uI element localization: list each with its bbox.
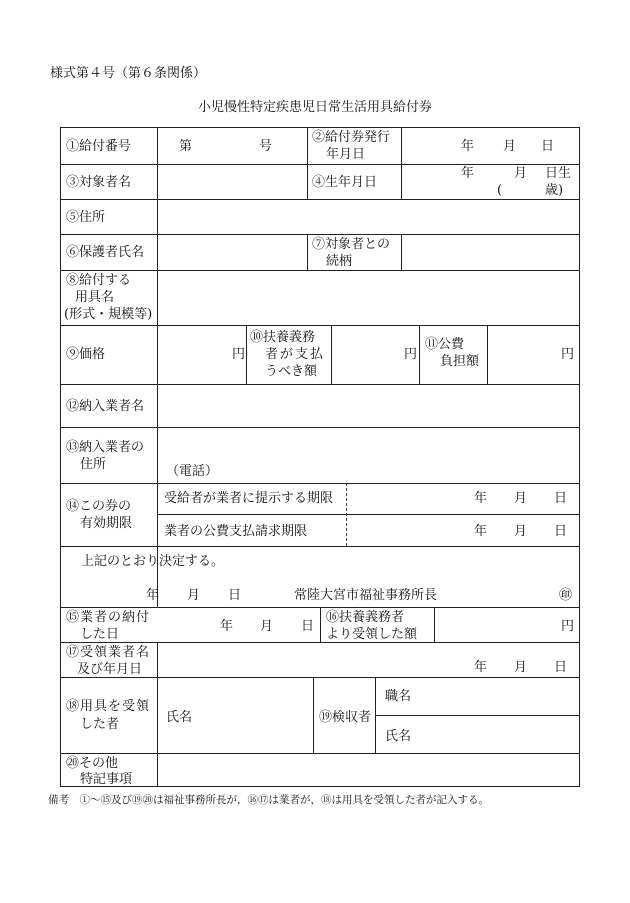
- text-age: 歳): [545, 183, 564, 198]
- label-item-3: (形式・規模等): [64, 307, 153, 322]
- column-divider: [246, 325, 247, 384]
- label-address: ⑤住所: [66, 210, 106, 225]
- row-divider: [60, 199, 580, 200]
- label-public-amount-2: 負担額: [440, 354, 480, 369]
- text-yen: 円: [561, 347, 575, 362]
- label-subject-name: ③対象者名: [66, 175, 132, 190]
- label-benefit-number: ①給付番号: [66, 139, 132, 154]
- label-guardian-name: ⑥保護者氏名: [66, 245, 145, 260]
- text-month: 月: [260, 619, 274, 634]
- label-delivery-date-2: した日: [80, 627, 120, 642]
- row-divider: [157, 514, 580, 515]
- text-name: 氏名: [385, 729, 412, 744]
- column-divider: [434, 607, 435, 642]
- label-validity-2: 有効期限: [80, 516, 133, 531]
- label-other-2: 特記事項: [80, 772, 133, 787]
- label-price: ⑨価格: [66, 347, 106, 362]
- text-day: 日: [554, 524, 568, 539]
- label-validity: ⑭この券の: [66, 499, 132, 514]
- column-divider: [401, 234, 402, 270]
- text-day: 日: [554, 660, 568, 675]
- label-supplier-address-2: 住所: [80, 457, 107, 472]
- seal-mark: ㊞: [559, 588, 573, 603]
- column-divider: [307, 127, 308, 199]
- table-right-border: [579, 127, 580, 787]
- row-divider: [60, 427, 580, 428]
- row-divider: [60, 483, 580, 484]
- table-left-border: [60, 127, 61, 787]
- row-divider: [60, 642, 580, 643]
- text-month: 月: [187, 588, 201, 603]
- text-gou: 号: [259, 139, 273, 154]
- text-day: 日: [301, 619, 315, 634]
- row-divider: [60, 546, 580, 547]
- form-title: 小児慢性特定疾患児日常生活用具給付券: [197, 100, 432, 115]
- label-birth-date: ④生年月日: [312, 175, 378, 190]
- column-divider: [419, 325, 420, 384]
- column-divider: [307, 234, 308, 270]
- text-month: 月: [514, 524, 528, 539]
- label-issue-date-2: 年月日: [326, 147, 366, 162]
- table-top-border: [60, 127, 580, 128]
- table-bottom-border: [60, 786, 580, 787]
- text-day: 日: [541, 139, 555, 154]
- row-divider: [60, 270, 580, 271]
- text-day: 日: [228, 588, 242, 603]
- text-month: 月: [514, 660, 528, 675]
- column-divider: [157, 642, 158, 787]
- text-month: 月: [514, 166, 528, 181]
- text-year: 年: [474, 524, 488, 539]
- row-divider: [375, 715, 580, 716]
- row-divider: [60, 234, 580, 235]
- label-relation: ⑦対象者との: [312, 237, 391, 252]
- column-divider-dashed: [346, 483, 347, 546]
- text-year: 年: [461, 166, 475, 181]
- label-received-amount-2: より受領した額: [326, 627, 418, 642]
- column-divider: [375, 677, 376, 753]
- text-yen: 円: [232, 347, 246, 362]
- row-divider: [60, 325, 580, 326]
- label-relation-2: 続柄: [326, 254, 353, 269]
- text-day: 日: [554, 491, 568, 506]
- label-item: ⑧給付する: [66, 273, 132, 288]
- text-name: 氏名: [166, 710, 193, 725]
- column-divider: [313, 677, 314, 753]
- text-month: 月: [503, 139, 517, 154]
- text-year: 年: [474, 491, 488, 506]
- text-year: 年: [146, 588, 160, 603]
- label-issue-date: ②給付券発行: [312, 130, 391, 145]
- office-name: 常陸大宮市福祉事務所長: [294, 588, 438, 603]
- form-number: 様式第４号（第６条関係）: [50, 66, 207, 81]
- column-divider: [401, 127, 402, 199]
- label-receiving-supplier: ⑰受領業者名: [66, 645, 151, 660]
- label-receiving-supplier-2: 及び年月日: [77, 662, 143, 677]
- decision-statement: 上記のとおり決定する。: [81, 554, 225, 569]
- text-year: 年: [220, 619, 234, 634]
- text-phone: （電話）: [166, 464, 219, 479]
- label-supplier-name: ⑫納入業者名: [66, 399, 145, 414]
- label-inspector: ⑲検収者: [319, 710, 372, 725]
- text-period-presentation: 受給者が業者に提示する期限: [164, 491, 334, 506]
- row-divider: [60, 753, 580, 754]
- text-month: 月: [514, 491, 528, 506]
- text-born: 日生: [545, 166, 572, 181]
- text-dai: 第: [179, 139, 193, 154]
- column-divider: [487, 325, 488, 384]
- label-payer-amount-3: うべき額: [265, 364, 318, 379]
- text-yen: 円: [561, 619, 575, 634]
- label-item-2: 用具名: [75, 290, 115, 305]
- label-payer-amount-2: 者が支払: [265, 347, 326, 362]
- label-other: ⑳その他: [66, 756, 119, 771]
- text-year: 年: [474, 660, 488, 675]
- label-payer-amount: ⑩扶養義務: [250, 330, 316, 345]
- text-age-open: (: [497, 183, 503, 198]
- text-position: 職名: [385, 689, 412, 704]
- label-public-amount: ⑪公費: [425, 337, 465, 352]
- text-period-claim: 業者の公費支払請求期限: [164, 524, 308, 539]
- column-divider: [331, 325, 332, 384]
- row-divider: [60, 164, 580, 165]
- column-divider: [157, 127, 158, 607]
- row-divider: [60, 384, 580, 385]
- label-received-amount: ⑯扶養義務者: [326, 610, 405, 625]
- text-year: 年: [461, 139, 475, 154]
- label-recipient: ⑱用具を受領: [66, 699, 151, 714]
- text-yen: 円: [404, 347, 418, 362]
- label-recipient-2: した者: [80, 717, 120, 732]
- label-supplier-address: ⑬納入業者の: [66, 440, 145, 455]
- label-delivery-date: ⑮業者の納付: [66, 610, 151, 625]
- column-divider: [320, 607, 321, 642]
- footnote: 備考 ①～⑮及び⑲⑳は福祉事務所長が，⑯⑰は業者が，⑱は用具を受領した者が記入する。: [48, 794, 489, 806]
